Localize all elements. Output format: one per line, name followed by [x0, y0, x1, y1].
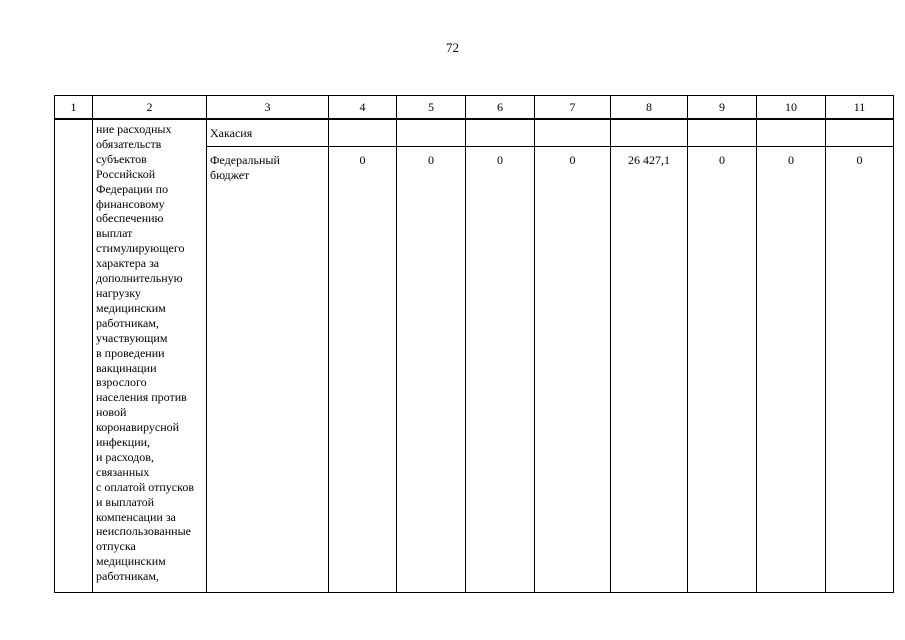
description-line: с оплатой отпусков — [96, 479, 194, 494]
description-line: инфекции, — [96, 435, 151, 450]
budget-table — [54, 95, 894, 593]
description-line: в проведении — [96, 345, 165, 360]
description-line: медицинским — [96, 554, 166, 569]
value-col-9: 0 — [688, 147, 757, 593]
column-header-3: 3 — [207, 96, 329, 120]
description-line: и выплатой — [96, 494, 155, 509]
empty-cell — [611, 119, 688, 147]
column-header-11: 11 — [826, 96, 894, 120]
empty-cell — [466, 119, 535, 147]
description-line: ние расходных — [96, 122, 172, 136]
description-cell — [93, 119, 207, 593]
value-col-6: 0 — [466, 147, 535, 593]
description-line: выплат — [96, 226, 133, 241]
funding-source-cell — [207, 147, 329, 593]
column-header-9: 9 — [688, 96, 757, 120]
empty-cell — [757, 119, 826, 147]
description-line: участвующим — [96, 330, 168, 345]
description-line: финансовому — [96, 196, 165, 211]
column-header-4: 4 — [329, 96, 397, 120]
column-header-2: 2 — [93, 96, 207, 120]
empty-cell — [535, 119, 611, 147]
description-line: коронавирусной — [96, 420, 180, 435]
description-line: вакцинации — [96, 360, 157, 375]
header-row — [55, 96, 894, 120]
description-line: медицинским — [96, 300, 166, 315]
empty-cell — [329, 119, 397, 147]
description-line: работникам, — [96, 315, 159, 330]
value-col-4: 0 — [329, 147, 397, 593]
description-line: отпуска — [96, 539, 136, 554]
region-label: Хакасия — [210, 126, 253, 140]
description-line: компенсации за — [96, 509, 176, 524]
description-line: работникам, — [96, 569, 159, 584]
column-header-10: 10 — [757, 96, 826, 120]
description-line: субъектов — [96, 151, 147, 166]
description-line: стимулирующего — [96, 241, 185, 256]
description-line: новой — [96, 405, 127, 420]
table-row — [55, 119, 894, 147]
row-number-cell — [55, 119, 93, 593]
description-line: характера за — [96, 256, 160, 271]
column-header-1: 1 — [55, 96, 93, 120]
value-col-7: 0 — [535, 147, 611, 593]
description-line: и расходов, — [96, 449, 154, 464]
region-cell — [207, 119, 329, 147]
description-line: обеспечению — [96, 211, 164, 226]
value-col-5: 0 — [397, 147, 466, 593]
description-text — [96, 122, 203, 584]
empty-cell — [826, 119, 894, 147]
description-line: населения против — [96, 390, 187, 405]
value-col-11: 0 — [826, 147, 894, 593]
empty-cell — [688, 119, 757, 147]
column-header-8: 8 — [611, 96, 688, 120]
empty-cell — [397, 119, 466, 147]
column-header-7: 7 — [535, 96, 611, 120]
description-line: Российской — [96, 166, 156, 181]
description-line: связанных — [96, 464, 150, 479]
description-line: дополнительную — [96, 271, 183, 286]
description-line: взрослого — [96, 375, 147, 390]
funding-source-line2: бюджет — [210, 168, 250, 182]
description-line: нагрузку — [96, 285, 141, 300]
value-col-8: 26 427,1 — [611, 147, 688, 593]
column-header-6: 6 — [466, 96, 535, 120]
funding-source-line1: Федеральный — [210, 153, 280, 167]
value-col-10: 0 — [757, 147, 826, 593]
description-line: Федерации по — [96, 181, 169, 196]
page-number: 72 — [446, 40, 459, 55]
description-line: обязательств — [96, 136, 162, 151]
description-line: неиспользованные — [96, 524, 191, 539]
column-header-5: 5 — [397, 96, 466, 120]
